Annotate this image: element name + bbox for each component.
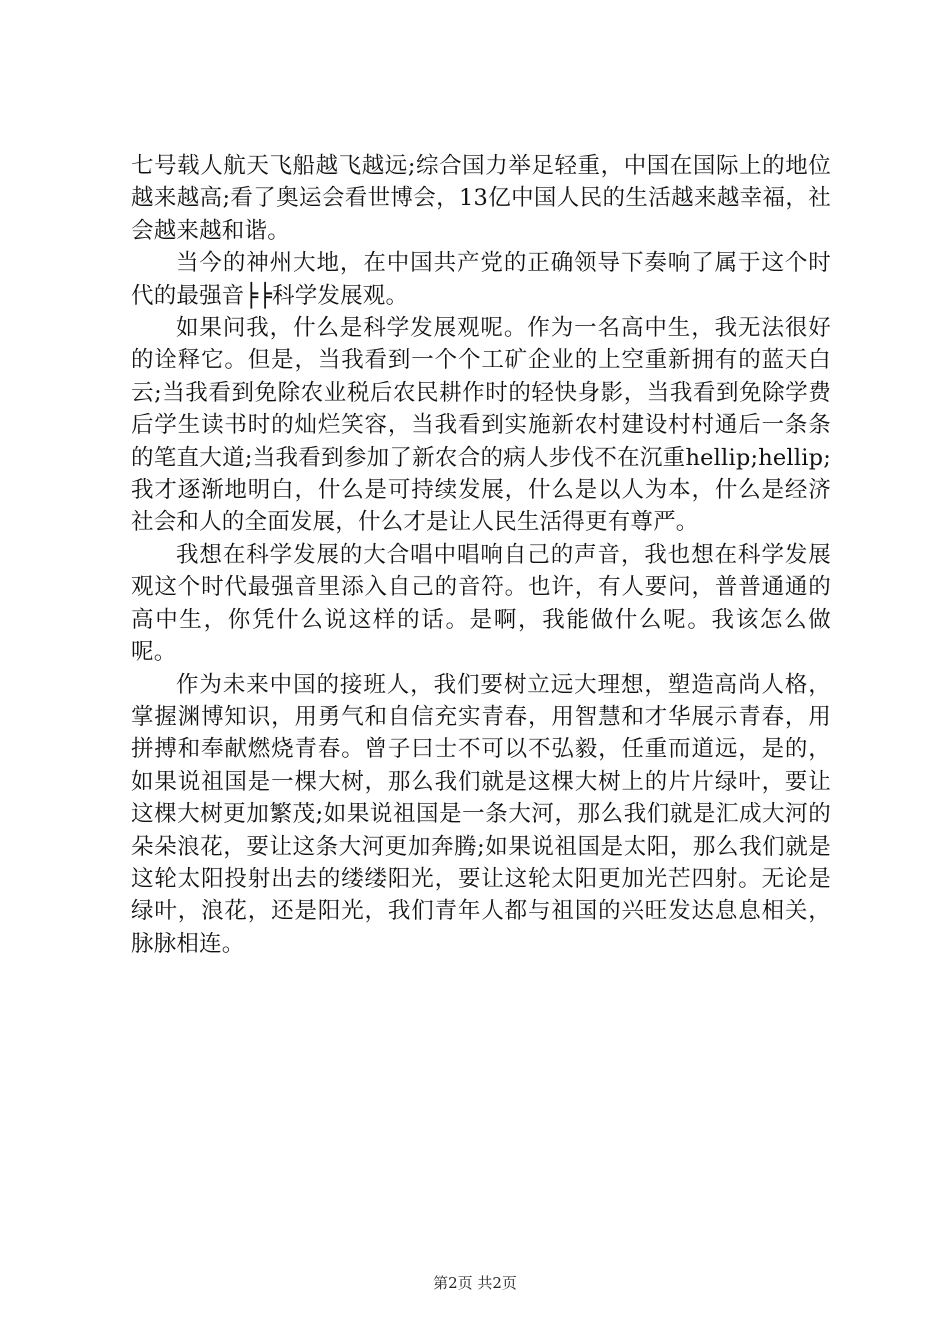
paragraph-1: 七号载人航天飞船越飞越远;综合国力举足轻重，中国在国际上的地位越来越高;看了奥运会看世博会，13亿中国人民的生活越来越幸福，社会越来越和谐。 (131, 153, 831, 244)
paragraph-3: 如果问我，什么是科学发展观呢。作为一名高中生，我无法很好的诠释它。但是，当我看到一个个工矿企业的上空重新拥有的蓝天白云;当我看到免除农业税后农民耕作时的轻快身影，当我看到免除学费后学生读书时的灿烂笑容，当我看到实施新农村建设村村通后一条条的笔直大道;当我看到参加了新农合的病人步伐不在沉重hellip;hellip;我才逐渐地明白，什么是可持续发展，什么是以人为本，什么是经济社会和人的全面发展，什么才是让人民生活得更有尊严。 (131, 315, 831, 536)
paragraph-2: 当今的神州大地，在中国共产党的正确领导下奏响了属于这个时代的最强音╞╞科学发展观。 (131, 250, 831, 309)
paragraph-4: 我想在科学发展的大合唱中唱响自己的声音，我也想在科学发展观这个时代最强音里添入自己的音符。也许，有人要问，普普通通的高中生，你凭什么说这样的话。是啊，我能做什么呢。我该怎么做呢。 (131, 541, 831, 666)
document-body (131, 150, 831, 960)
page-footer: 第2页 共2页 (433, 1274, 517, 1292)
paragraph-5: 作为未来中国的接班人，我们要树立远大理想，塑造高尚人格，掌握渊博知识，用勇气和自信充实青春，用智慧和才华展示青春，用拼搏和奉献燃烧青春。曾子曰士不可以不弘毅，任重而道远，是的，如果说祖国是一棵大树，那么我们就是这棵大树上的片片绿叶，要让这棵大树更加繁茂;如果说祖国是一条大河，那么我们就是汇成大河的朵朵浪花，要让这条大河更加奔腾;如果说祖国是太阳，那么我们就是这轮太阳投射出去的缕缕阳光，要让这轮太阳更加光芒四射。无论是绿叶，浪花，还是阳光，我们青年人都与祖国的兴旺发达息息相关，脉脉相连。 (131, 671, 831, 957)
